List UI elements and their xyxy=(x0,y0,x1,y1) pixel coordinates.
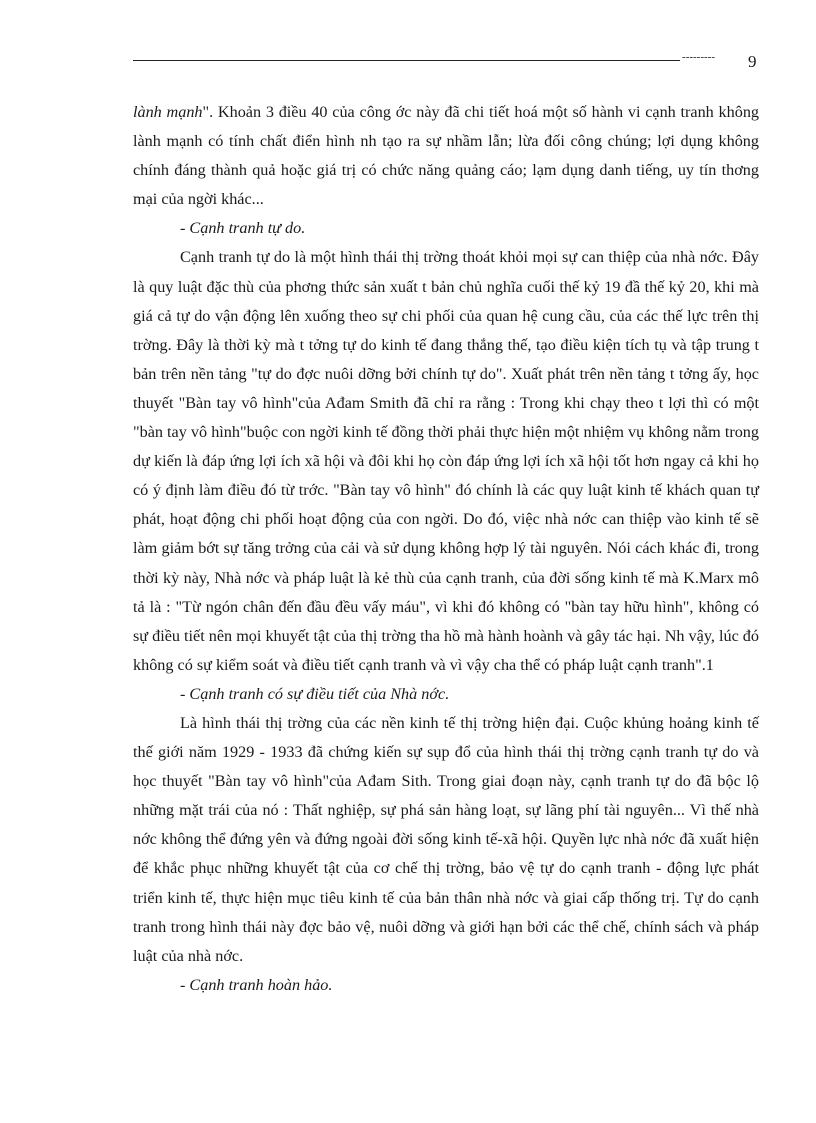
section-heading-free-competition: - Cạnh tranh tự do. xyxy=(180,219,306,238)
page-number: 9 xyxy=(748,52,757,71)
paragraph-text: ". Khoản 3 điều 40 của công ớc này đã chi tiết hoá một số hành vi cạnh tranh không lành mạnh có tính chất điển hình nh tạo ra sự nhầm lẫn; lừa đối công chúng; lợi dụng không chính đáng thành quả hoặc giá trị có chức năng quảng cáo; lạm dụng danh tiếng, uy tín thơng mại của ngời khác... xyxy=(133,103,760,209)
paragraph-continuation xyxy=(133,98,759,214)
section-heading-perfect-competition: - Cạnh tranh hoàn hảo. xyxy=(180,975,333,994)
document-body xyxy=(133,98,759,1000)
header-rule xyxy=(133,51,715,63)
header-rule-dashes: --------- xyxy=(682,51,715,63)
italic-lead-text: lành mạnh xyxy=(133,103,203,121)
section-heading-regulated-competition: - Cạnh tranh có sự điều tiết của Nhà nớc. xyxy=(180,684,450,703)
paragraph-free-competition: Cạnh tranh tự do là một hình thái thị trờng thoát khỏi mọi sự can thiệp của nhà nớc. Đây là quy luật đặc thù của phơng thức sản xuất t bản chủ nghĩa cuối thế kỷ 19 đầ thế kỷ 20, khi mà giá cả tự do vận động lên xuống theo sự chi phối của quan hệ cung cầu, của các thế lực trên thị trờng. Đây là thời kỳ mà t tởng tự do kinh tế đang thắng thế, tạo điều kiện tích tụ và tập trung t bản trên nền tảng "tự do đợc nuôi dỡng bởi chính tự do". Xuất phát trên nền tảng t tởng ấy, học thuyết "Bàn tay vô hình"của Ađam Smith đã chỉ ra rằng : Trong khi chạy theo t lợi thì có một "bàn tay vô hình"buộc con ngời kinh tế đồng thời phải thực hiện một nhiệm vụ không nằm trong dự kiến là đáp ứng lợi ích xã hội và đôi khi họ còn đáp ứng lợi ích xã hội tốt hơn ngay cả khi họ có ý định làm điều đó từ trớc. "Bàn tay vô hình" đó chính là các quy luật kinh tế khách quan tự phát, hoạt động chi phối hoạt động của con ngời. Do đó, việc nhà nớc can thiệp vào kinh tế sẽ làm giảm bớt sự tăng trởng của cải và sử dụng không hợp lý tài nguyên. Nói cách khác đi, trong thời kỳ này, Nhà nớc và pháp luật là kẻ thù của cạnh tranh, của đời sống kinh tế mà K.Marx mô tả là : "Từ ngón chân đến đầu đều vấy máu", vì khi đó không có "bàn tay hữu hình", không có sự điều tiết nên mọi khuyết tật của thị trờng tha hồ mà hành hoành và gây tác hại. Nh vậy, lúc đó không có sự kiểm soát và điều tiết cạnh tranh và vì vậy cha thể có pháp luật cạnh tranh".1 xyxy=(133,248,759,674)
paragraph-regulated-competition: Là hình thái thị trờng của các nền kinh tế thị trờng hiện đại. Cuộc khủng hoảng kinh tế thế giới năm 1929 - 1933 đã chứng kiến sự sụp đổ của hình thái thị trờng cạnh tranh tự do và học thuyết "Bàn tay vô hình"của Ađam Sith. Trong giai đoạn này, cạnh tranh tự do đã bộc lộ những mặt trái của nó : Thất nghiệp, sự phá sản hàng loạt, sự lãng phí tài nguyên... Vì thế nhà nớc không thể đứng yên và đứng ngoài đời sống kinh tế-xã hội. Quyền lực nhà nớc đã xuất hiện để khắc phục những khuyết tật của cơ chế thị trờng, bảo vệ tự do cạnh tranh - động lực phát triển kinh tế, thực hiện mục tiêu kinh tế của bản thân nhà nớc và giai cấp thống trị. Tự do cạnh tranh trong hình thái này đợc bảo vệ, nuôi dỡng và giới hạn bởi các thể chế, chính sách và pháp luật của nhà nớc. xyxy=(133,713,759,965)
